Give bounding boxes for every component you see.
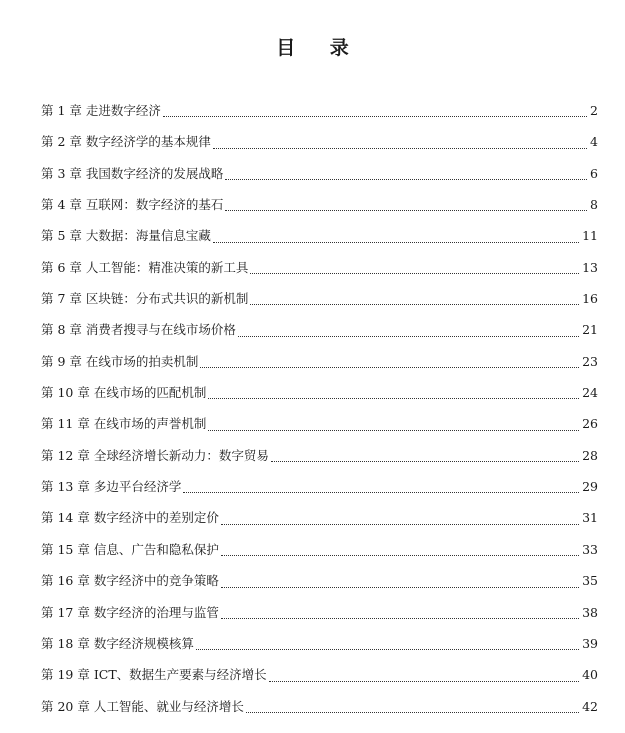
toc-entry-label: 第 3 章 我国数字经济的发展战略	[41, 165, 224, 181]
toc-entry[interactable]	[41, 126, 598, 157]
toc-entry[interactable]	[41, 471, 598, 502]
toc-entry[interactable]	[41, 502, 598, 533]
toc-entry-label: 第 17 章 数字经济的治理与监管	[41, 604, 219, 620]
dot-leader	[238, 314, 579, 345]
toc-entry[interactable]	[41, 628, 598, 659]
dot-leader	[246, 691, 579, 722]
dot-leader	[196, 628, 579, 659]
toc-entry-label: 第 18 章 数字经济规模核算	[41, 635, 194, 651]
toc-entry[interactable]	[41, 189, 598, 220]
toc-entry[interactable]	[41, 220, 598, 251]
dot-leader	[183, 471, 579, 502]
toc-entry-label: 第 7 章 区块链：分布式共识的新机制	[41, 291, 249, 307]
dot-leader	[208, 408, 579, 439]
dot-leader	[271, 440, 579, 471]
toc-entry-label: 第 5 章 大数据：海量信息宝藏	[41, 228, 211, 244]
toc-entry-page: 42	[582, 698, 598, 714]
dot-leader	[208, 377, 579, 408]
toc-entry-label: 第 9 章 在线市场的拍卖机制	[41, 353, 199, 369]
toc-entry[interactable]	[41, 565, 598, 596]
toc-entry-label: 第 10 章 在线市场的匹配机制	[41, 385, 207, 401]
toc-entry[interactable]	[41, 346, 598, 377]
toc-entry-label: 第 12 章 全球经济增长新动力：数字贸易	[41, 447, 269, 463]
toc-entry-page: 23	[582, 353, 598, 369]
dot-leader	[250, 252, 579, 283]
toc-entry-label: 第 11 章 在线市场的声誉机制	[41, 416, 207, 432]
toc-entry-page: 11	[582, 228, 598, 244]
dot-leader	[221, 534, 579, 565]
toc-entry-page: 16	[582, 291, 598, 307]
toc-entry-page: 31	[582, 510, 598, 526]
dot-leader	[269, 659, 579, 690]
toc-entry-label: 第 4 章 互联网：数字经济的基石	[41, 197, 224, 213]
toc-entry-label: 第 6 章 人工智能：精准决策的新工具	[41, 259, 249, 275]
toc-entry-page: 21	[582, 322, 598, 338]
toc-entry-page: 2	[590, 103, 598, 118]
toc-entry-label: 第 19 章 ICT、数据生产要素与经济增长	[41, 667, 267, 683]
toc-entry-label: 第 20 章 人工智能、就业与经济增长	[41, 698, 244, 714]
toc-entry[interactable]	[41, 597, 598, 628]
toc-entry[interactable]	[41, 314, 598, 345]
toc-entry-page: 28	[582, 447, 598, 463]
toc-entry-page: 8	[590, 197, 598, 213]
dot-leader	[213, 220, 579, 251]
toc-entry-label: 第 14 章 数字经济中的差别定价	[41, 510, 219, 526]
dot-leader	[221, 502, 579, 533]
toc-entry-label: 第 16 章 数字经济中的竞争策略	[41, 573, 219, 589]
dot-leader	[221, 597, 579, 628]
toc-entry[interactable]	[41, 377, 598, 408]
toc-entry[interactable]	[41, 95, 598, 126]
table-of-contents	[41, 95, 598, 722]
page-title: 目 录	[276, 37, 363, 59]
toc-entry-page: 13	[582, 259, 598, 275]
dot-leader	[250, 283, 579, 314]
toc-entry-page: 33	[582, 541, 598, 557]
toc-entry-label: 第 2 章 数字经济学的基本规律	[41, 134, 211, 150]
dot-leader	[163, 95, 587, 126]
toc-entry[interactable]	[41, 408, 598, 439]
toc-entry[interactable]	[41, 534, 598, 565]
toc-entry-page: 39	[582, 635, 598, 651]
dot-leader	[200, 346, 579, 377]
toc-entry[interactable]	[41, 283, 598, 314]
toc-entry[interactable]	[41, 252, 598, 283]
toc-entry-label: 第 15 章 信息、广告和隐私保护	[41, 541, 219, 557]
toc-entry-label: 第 8 章 消费者搜寻与在线市场价格	[41, 322, 236, 338]
toc-entry-page: 38	[582, 604, 598, 620]
toc-entry-page: 4	[590, 134, 598, 150]
toc-entry-label: 第 13 章 多边平台经济学	[41, 479, 182, 495]
toc-entry[interactable]	[41, 691, 598, 722]
toc-entry-page: 40	[582, 667, 598, 683]
toc-entry[interactable]	[41, 158, 598, 189]
dot-leader	[221, 565, 579, 596]
toc-entry-page: 24	[582, 385, 598, 401]
toc-entry-label: 第 1 章 走进数字经济	[41, 103, 161, 118]
dot-leader	[225, 158, 587, 189]
toc-entry-page: 29	[582, 479, 598, 495]
toc-entry-page: 6	[590, 165, 598, 181]
toc-entry-page: 26	[582, 416, 598, 432]
dot-leader	[225, 189, 587, 220]
toc-entry[interactable]	[41, 659, 598, 690]
dot-leader	[213, 126, 587, 157]
toc-entry-page: 35	[582, 573, 598, 589]
toc-entry[interactable]	[41, 440, 598, 471]
